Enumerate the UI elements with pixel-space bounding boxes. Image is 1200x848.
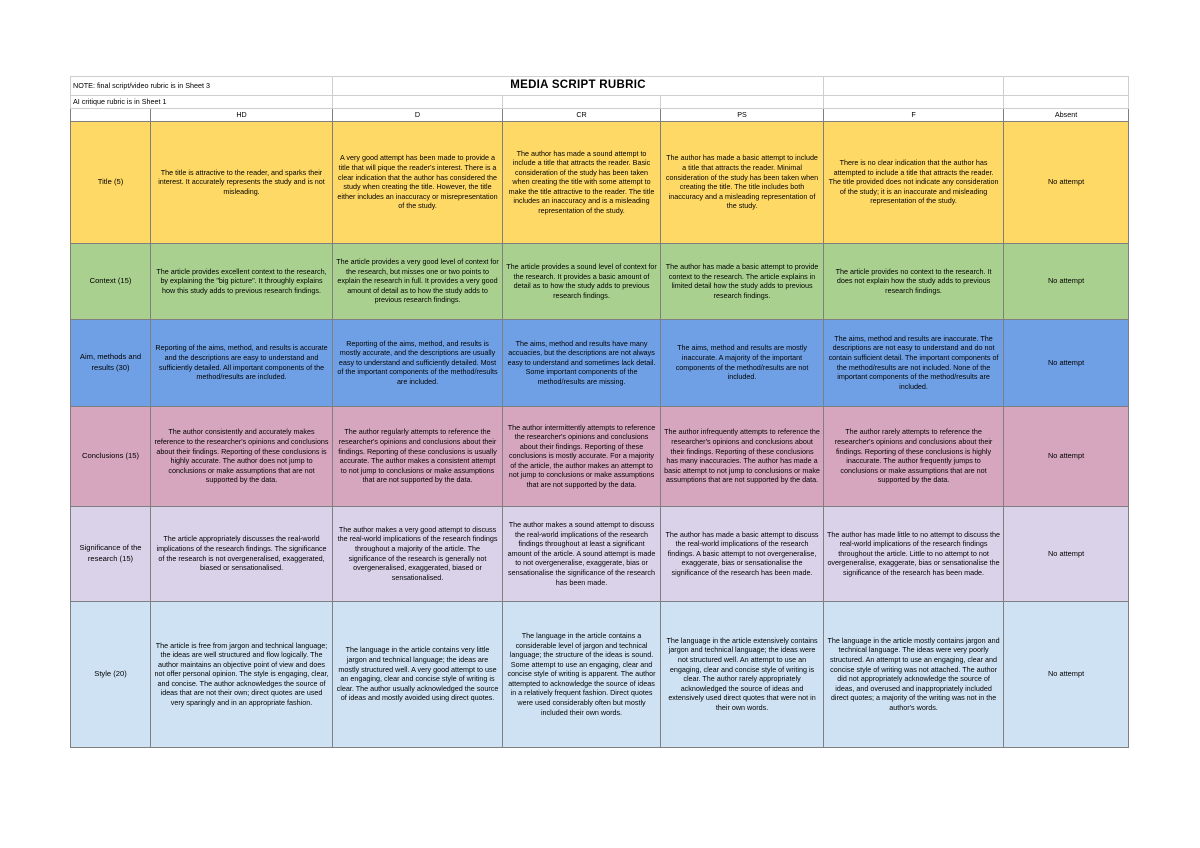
empty-cell xyxy=(503,96,661,109)
absent-cell: No attempt xyxy=(1004,243,1129,319)
f-cell: The aims, method and results are inaccurate. The descriptions are not easy to understand and do not contain sufficient detail. The important components of the method/results are not included. None of the important components of the method/results are included. xyxy=(824,319,1004,406)
f-cell: The author rarely attempts to reference the researcher's opinions and conclusions about their findings. Reporting of these conclusions is highly inaccurate. The author frequently jumps to conclusions or make assumptions that are not supported by the data. xyxy=(824,406,1004,506)
empty-cell xyxy=(1004,96,1129,109)
f-cell: There is no clear indication that the author has attempted to include a title that attracts the reader. The title provided does not indicate any consideration of the study; it is an inaccurate and misleading representation of the study. xyxy=(824,121,1004,243)
rubric-table xyxy=(70,76,1129,748)
header-ps: PS xyxy=(661,109,824,122)
rubric-sheet xyxy=(70,76,1128,748)
note-sheet1: AI critique rubric is in Sheet 1 xyxy=(71,96,333,109)
cr-cell: The author has made a sound attempt to include a title that attracts the reader. Basic consideration of the study has been taken when creating the title with some attempt to make the title attractive to the reader. The title includes an inaccuracy and is a misleading representation of the study. xyxy=(503,121,661,243)
ps-cell: The author has made a basic attempt to provide context to the research. The article explains in limited detail how the study adds to previous research findings. xyxy=(661,243,824,319)
cr-cell: The language in the article contains a considerable level of jargon and technical language; the structure of the ideas is sound. Some attempt to use an engaging, clear and concise style of writing is apparent. The author attempted to acknowledge the source of ideas in a relatively frequent fashion. Direct quotes were used considerably often but mostly included their own words. xyxy=(503,601,661,747)
header-criterion xyxy=(71,109,151,122)
rubric-row-title xyxy=(71,121,1129,243)
f-cell: The author has made little to no attempt to discuss the real-world implications of the research findings throughout the article. Little to no attempt to not overgeneralise, exaggerate, bias or sensationalise the significance of the research has been made. xyxy=(824,506,1004,601)
hd-cell: The title is attractive to the reader, and sparks their interest. It accurately represents the study and is not misleading. xyxy=(151,121,333,243)
ps-cell: The language in the article extensively contains jargon and technical language; the ideas were not structured well. An attempt to use an engaging, clear and concise style of writing is clear. The author rarely appropriately acknowledged the source of ideas and extensively used direct quotes that were not in their own words. xyxy=(661,601,824,747)
ps-cell: The aims, method and results are mostly inaccurate. A majority of the important components of the method/results are not included. xyxy=(661,319,824,406)
hd-cell: The author consistently and accurately makes reference to the researcher's opinions and conclusions about their findings. Reporting of these conclusions is highly accurate. The author does not jump to conclusions or make assumptions that are not supported by the data. xyxy=(151,406,333,506)
rubric-row-significance xyxy=(71,506,1129,601)
note-sheet3: NOTE: final script/video rubric is in Sheet 3 xyxy=(71,77,333,96)
criterion-cell: Title (5) xyxy=(71,121,151,243)
cr-cell: The aims, method and results have many accuacies, but the descriptions are not always easy to understand and sometimes lack detail. Some important components of the method/results are missing. xyxy=(503,319,661,406)
ps-cell: The author has made a basic attempt to discuss the real-world implications of the research findings. A basic attempt to not overgeneralise, exaggerate, bias or sensationalise the significance of the research has been made. xyxy=(661,506,824,601)
hd-cell: The article provides excellent context to the research, by explaining the "big picture". It throughly explains how this study adds to previous research findings. xyxy=(151,243,333,319)
d-cell: The author makes a very good attempt to discuss the real-world implications of the research findings throughout a majority of the article. The significance of the research is generally not overgeneralised, exaggerated, biased or sensationalised. xyxy=(333,506,503,601)
cr-cell: The author intermittently attempts to reference the researcher's opinions and conclusions about their findings. Reporting of these conclusions is mostly accurate. For a majority of the article, the author makes an attempt to not jump to conclusions or make assumptions that are not supported by the data. xyxy=(503,406,661,506)
empty-cell xyxy=(1004,77,1129,96)
hd-cell: The article appropriately discusses the real-world implications of the research findings. The significance of the research is not overgeneralised, exaggerated, biased or sensationalised. xyxy=(151,506,333,601)
empty-cell xyxy=(824,96,1004,109)
d-cell: Reporting of the aims, method, and results is mostly accurate, and the descriptions are usually easy to understand and sufficiently detailed. Most of the important components of the method/results are included. xyxy=(333,319,503,406)
empty-cell xyxy=(333,96,503,109)
cr-cell: The author makes a sound attempt to discuss the real-world implications of the research findings throughout at least a significant amount of the article. A sound attempt is made to not overgeneralise, exaggerate, bias or sensationalise the significance of the research has been made. xyxy=(503,506,661,601)
header-d: D xyxy=(333,109,503,122)
header-absent: Absent xyxy=(1004,109,1129,122)
cr-cell: The article provides a sound level of context for the research. It provides a basic amount of detail as to how the study adds to previous research findings. xyxy=(503,243,661,319)
hd-cell: Reporting of the aims, method, and results is accurate and the descriptions are easy to understand and sufficiently detailed. All important components of the method/results are included. xyxy=(151,319,333,406)
absent-cell: No attempt xyxy=(1004,406,1129,506)
ps-cell: The author infrequently attempts to reference the researcher's opinions and conclusions about their findings. Reporting of these conclusions has many inaccuracies. The author has made a basic attempt to not jump to conclusions or make assumptions that are not supported by the data. xyxy=(661,406,824,506)
criterion-cell: Aim, methods and results (30) xyxy=(71,319,151,406)
rubric-row-conclusions xyxy=(71,406,1129,506)
header-cr: CR xyxy=(503,109,661,122)
rubric-row-context xyxy=(71,243,1129,319)
empty-cell xyxy=(661,96,824,109)
absent-cell: No attempt xyxy=(1004,506,1129,601)
f-cell: The article provides no context to the research. It does not explain how the study adds to previous research findings. xyxy=(824,243,1004,319)
header-hd: HD xyxy=(151,109,333,122)
criterion-cell: Context (15) xyxy=(71,243,151,319)
rubric-row-style xyxy=(71,601,1129,747)
absent-cell: No attempt xyxy=(1004,121,1129,243)
header-f: F xyxy=(824,109,1004,122)
empty-cell xyxy=(824,77,1004,96)
criterion-cell: Style (20) xyxy=(71,601,151,747)
hd-cell: The article is free from jargon and technical language; the ideas are well structured and flow logically. The author maintains an objective point of view and does not offer personal opinion. The style is engaging, clear, and concise. The author acknowledges the source of ideas that are not their own; direct quotes are used very sparingly and in an appropriate fashion. xyxy=(151,601,333,747)
d-cell: The language in the article contains very little jargon and technical language; the ideas are mostly structured well. A very good attempt to use an engaging, clear and concise style of writing is clear. The author usually acknowledged the source of ideas and mostly avoided using direct quotes. xyxy=(333,601,503,747)
criterion-cell: Significance of the research (15) xyxy=(71,506,151,601)
d-cell: The author regularly attempts to reference the researcher's opinions and conclusions about their findings. Reporting of these conclusions is usually accurate. The author makes a consistent attempt to not jump to conclusions or make assumptions that are not supported by the data. xyxy=(333,406,503,506)
absent-cell: No attempt xyxy=(1004,601,1129,747)
absent-cell: No attempt xyxy=(1004,319,1129,406)
d-cell: The article provides a very good level of context for the research, but misses one or two points to explain the research in full. It provides a very good amount of detail as to how the study adds to previous research findings. xyxy=(333,243,503,319)
page-title: MEDIA SCRIPT RUBRIC xyxy=(333,77,824,96)
rubric-row-aim xyxy=(71,319,1129,406)
f-cell: The language in the article mostly contains jargon and technical language. The ideas were very poorly structured. An attempt to use an engaging, clear and concise style of writing was not attached. The author did not appropriately acknowledge the source of ideas, and overused and inappropriately included direct quotes; a majority of the writing was not in the author's words. xyxy=(824,601,1004,747)
d-cell: A very good attempt has been made to provide a title that will pique the reader's interest. There is a clear indication that the author has considered the study when creating the title. However, the title either includes an inaccuracy or misrepresentation of the study. xyxy=(333,121,503,243)
ps-cell: The author has made a basic attempt to include a title that attracts the reader. Minimal consideration of the study has been taken when creating the title. The title includes both inaccuracy and a misleading representation of the study. xyxy=(661,121,824,243)
criterion-cell: Conclusions (15) xyxy=(71,406,151,506)
